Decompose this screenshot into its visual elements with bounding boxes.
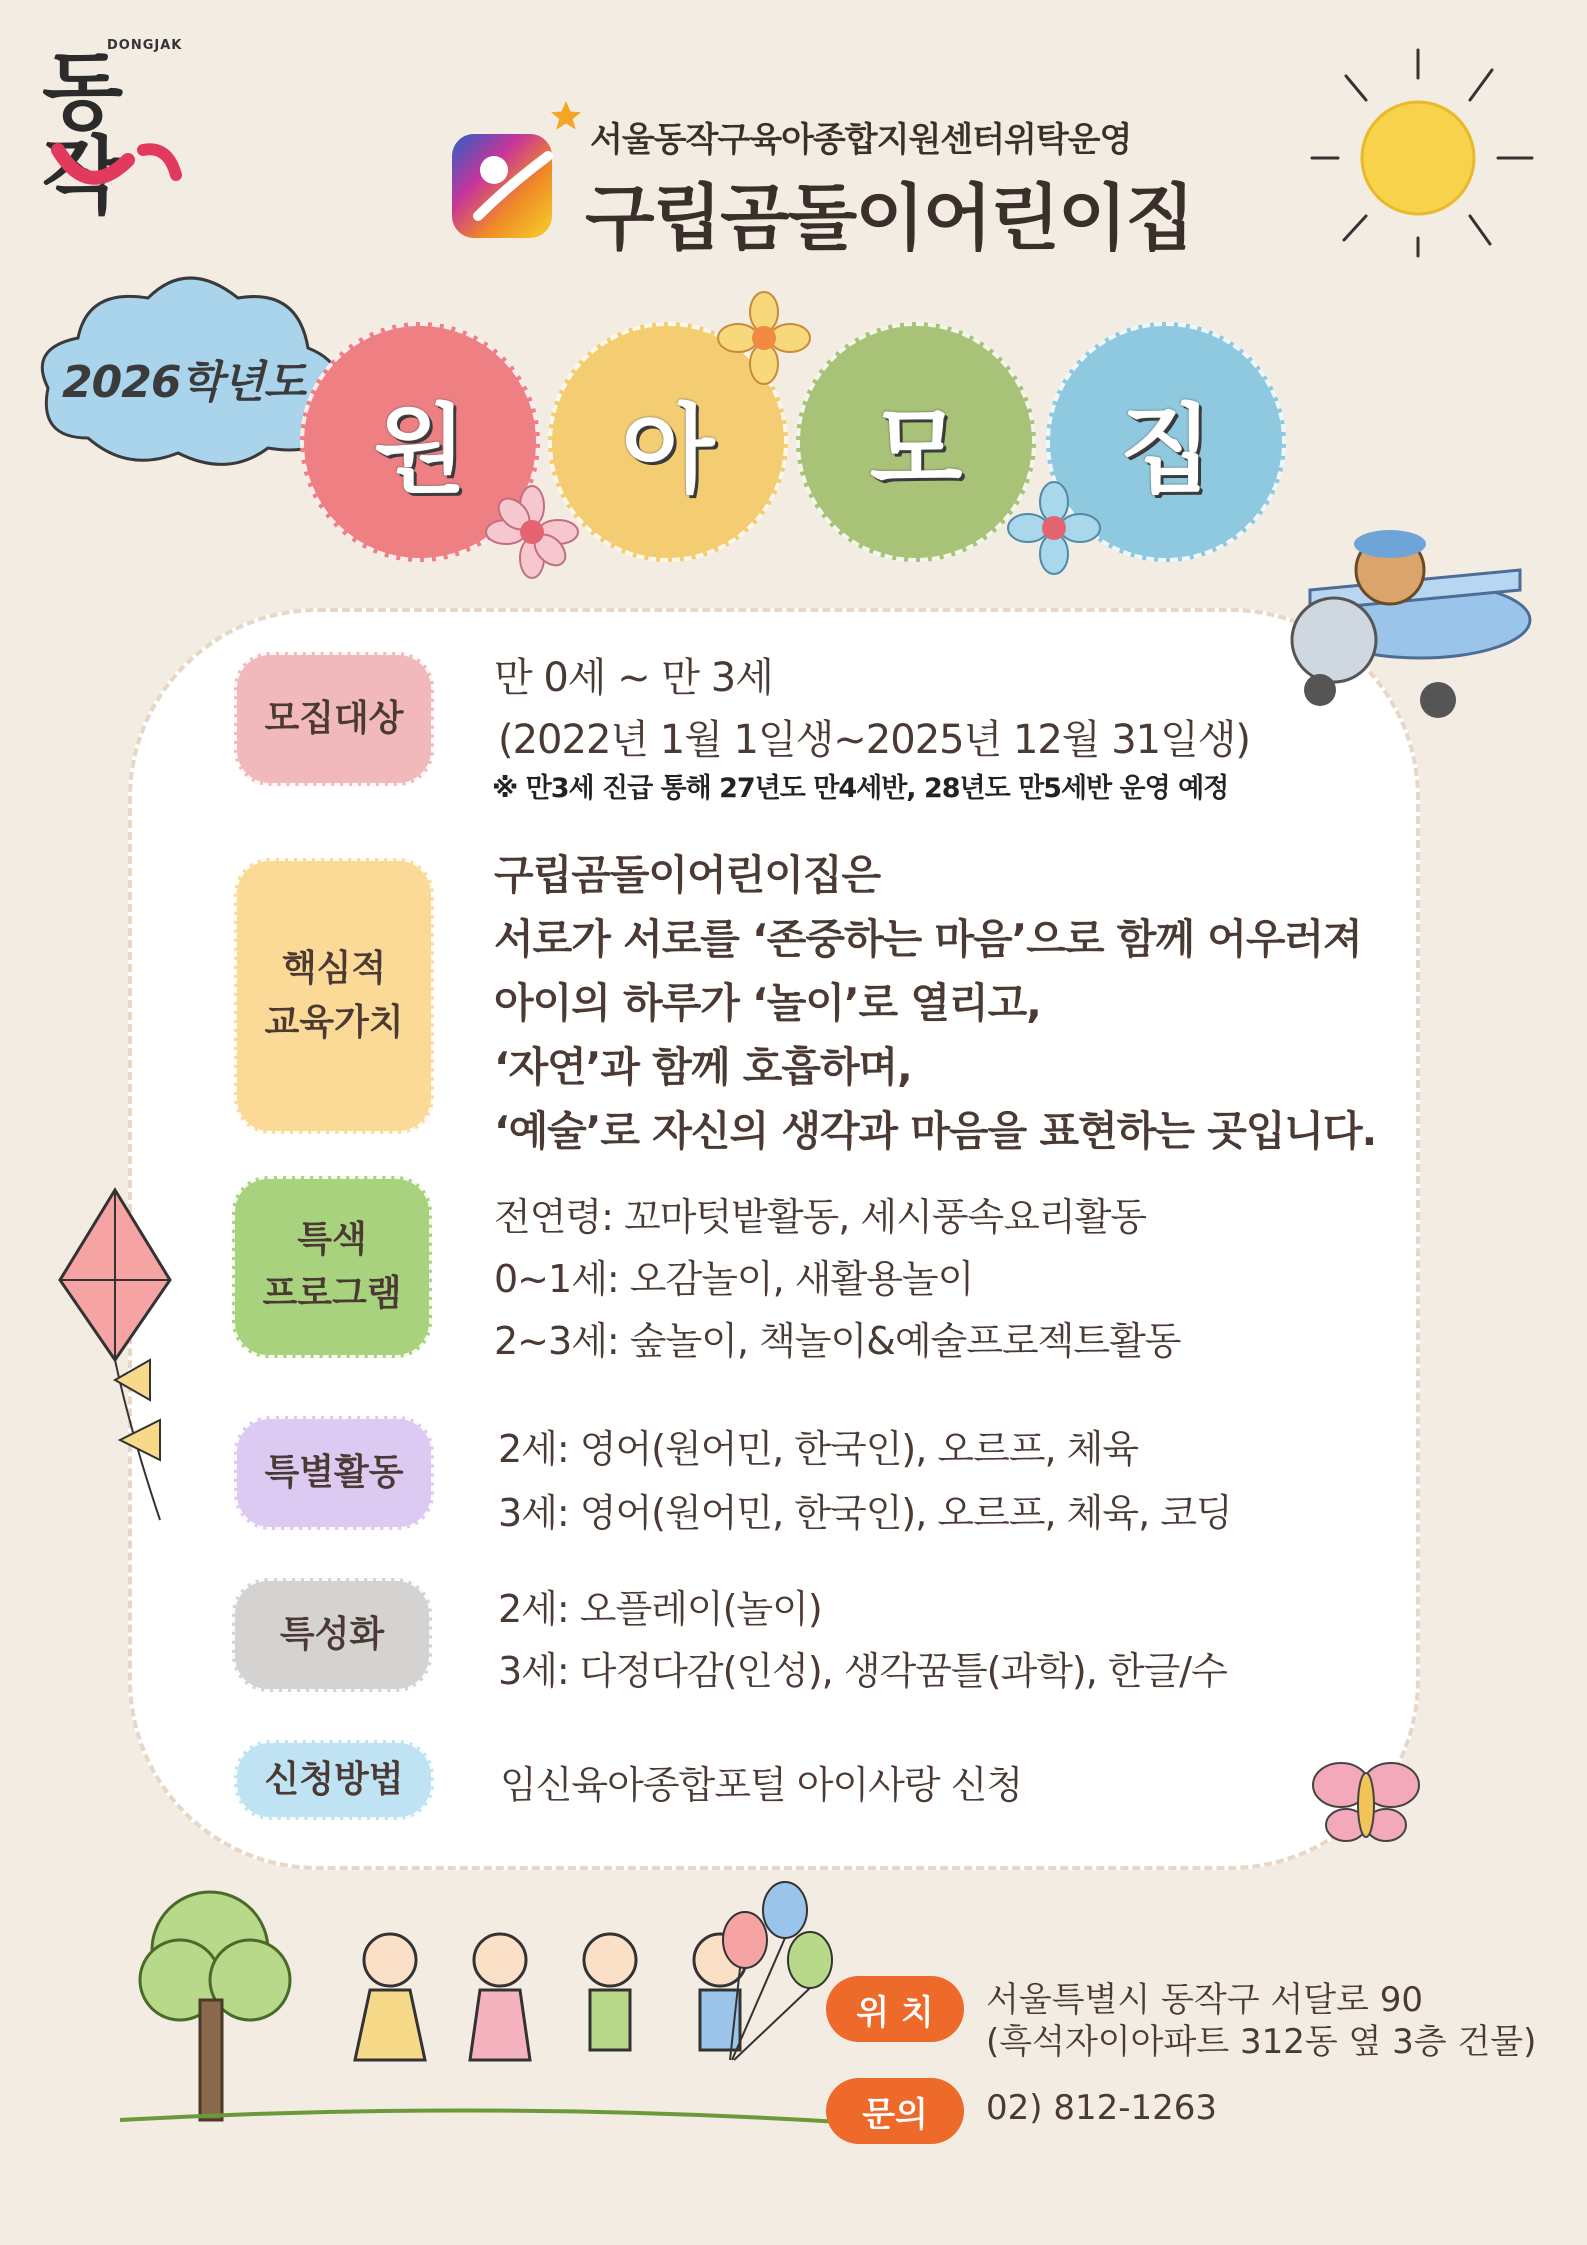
header-subtitle: 서울동작구육아종합지원센터위탁운영	[590, 120, 1132, 160]
specialized-line-1: 2세: 오플레이(놀이)	[498, 1587, 822, 1631]
logo-smile-icon	[48, 130, 198, 200]
header-title: 구립곰돌이어린이집	[585, 176, 1193, 260]
star-icon	[548, 98, 584, 134]
recruit-char-3: 모	[796, 322, 1036, 562]
label-values-line2: 교육가치	[264, 1002, 404, 1043]
label-program-line2: 프로그램	[262, 1273, 402, 1314]
school-year-text: 2026학년도	[62, 357, 305, 408]
dongjak-logo	[42, 38, 192, 225]
special-line-2: 3세: 영어(원어민, 한국인), 오르프, 체육, 코딩	[498, 1491, 1232, 1535]
program-line-1: 전연령: 꼬마텃밭활동, 세시풍속요리활동	[494, 1195, 1147, 1239]
children-illustration	[120, 1860, 840, 2160]
flower-icon	[716, 290, 812, 386]
program-line-3: 2~3세: 숲놀이, 책놀이&예술프로젝트활동	[494, 1319, 1181, 1363]
label-values	[234, 858, 434, 1134]
phone-number: 02) 812-1263	[986, 2088, 1218, 2128]
flower-icon	[1006, 480, 1102, 576]
label-apply: 신청방법	[234, 1740, 434, 1820]
values-line-1: 구립곰돌이어린이집은	[494, 851, 881, 899]
label-special: 특별활동	[234, 1416, 434, 1530]
tree-icon	[140, 1892, 290, 2120]
specialized-line-2: 3세: 다정다감(인성), 생각꿈틀(과학), 한글/수	[498, 1649, 1227, 1693]
logo-main-text: 동작	[42, 43, 118, 225]
daycare-emblem-icon	[448, 126, 568, 246]
values-line-2: 서로가 서로를 ‘존중하는 마음’으로 함께 어우러져	[494, 915, 1362, 963]
label-specialized: 특성화	[232, 1578, 432, 1692]
target-birth-range: (2022년 1월 1일생~2025년 12월 31일생)	[498, 717, 1250, 763]
target-note: ※ 만3세 진급 통해 27년도 만4세반, 28년도 만5세반 운영 예정	[492, 773, 1229, 804]
contact-pill: 문의	[826, 2078, 964, 2144]
sun-icon	[1310, 40, 1550, 260]
label-program-line1: 특색	[297, 1219, 367, 1260]
address-line-2: (흑석자이아파트 312동 옆 3층 건물)	[986, 2022, 1537, 2062]
recruit-char-2: 아	[548, 322, 788, 562]
values-line-3: 아이의 하루가 ‘놀이’로 열리고,	[494, 979, 1041, 1027]
values-line-4: ‘자연’과 함께 호흡하며,	[494, 1043, 912, 1091]
values-line-5: ‘예술’로 자신의 생각과 마음을 표현하는 곳입니다.	[494, 1107, 1377, 1155]
label-values-line1: 핵심적	[281, 948, 387, 989]
apply-text: 임신육아종합포털 아이사랑 신청	[500, 1763, 1023, 1807]
target-age: 만 0세 ~ 만 3세	[494, 655, 773, 701]
label-program	[232, 1176, 432, 1358]
butterfly-icon	[1306, 1740, 1426, 1860]
kite-icon	[40, 1180, 190, 1540]
label-target: 모집대상	[234, 652, 434, 786]
recruit-char-1: 원	[300, 322, 540, 562]
program-line-2: 0~1세: 오감놀이, 새활용놀이	[494, 1257, 974, 1301]
flower-icon	[484, 484, 580, 580]
logo-small-text: DONGJAK	[107, 38, 183, 53]
special-line-1: 2세: 영어(원어민, 한국인), 오르프, 체육	[498, 1427, 1139, 1471]
location-pill: 위 치	[826, 1976, 964, 2042]
address-line-1: 서울특별시 동작구 서달로 90	[986, 1980, 1423, 2020]
airplane-bear-icon	[1270, 510, 1550, 740]
recruit-char-4: 집	[1046, 322, 1286, 562]
